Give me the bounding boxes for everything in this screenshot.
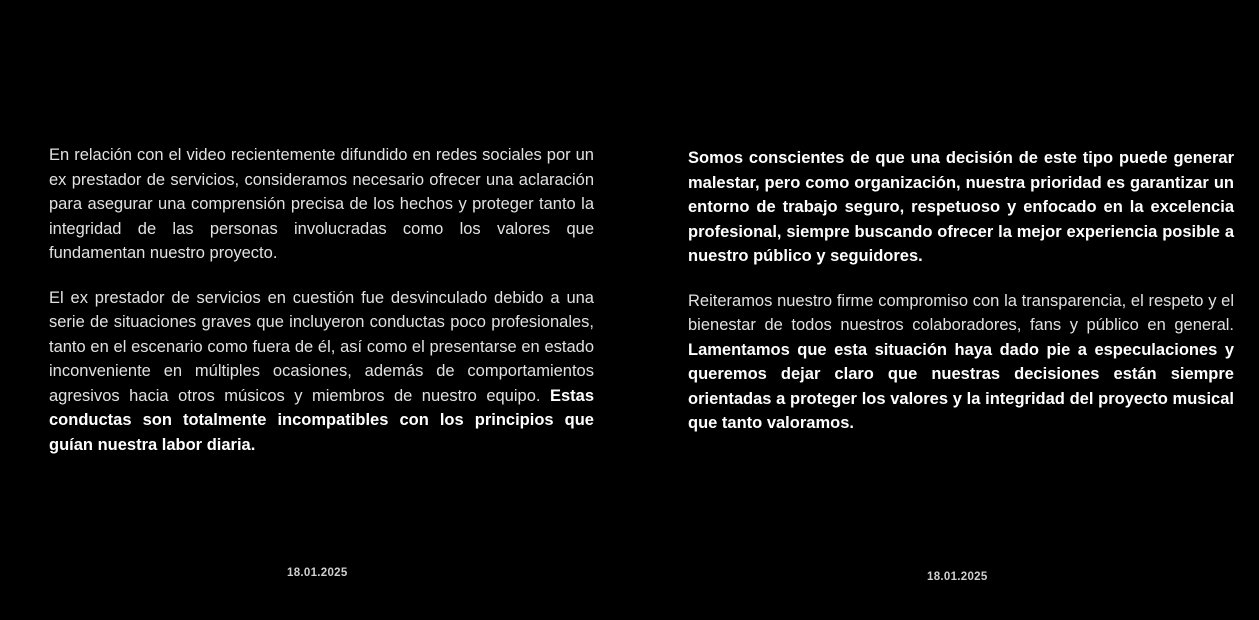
date-right: 18.01.2025 xyxy=(927,571,988,583)
paragraph-commitment xyxy=(688,289,1234,436)
paragraph-dismissal xyxy=(49,286,594,458)
paragraph-commitment-emphasis: Lamentamos que esta situación haya dado pie a especulaciones y queremos dejar claro que nuestras decisiones están siempre orientadas a proteger los valores y la integridad del proyecto musical que tanto valoramos. xyxy=(688,340,1234,432)
paragraph-dismissal-emphasis: Estas conductas son totalmente incompatibles con los principios que guían nuestra labor diaria. xyxy=(49,386,594,454)
statement-page-right xyxy=(640,0,1259,620)
paragraph-dismissal-text: El ex prestador de servicios en cuestión fue desvinculado debido a una serie de situaciones graves que incluyeron conductas poco profesionales, tanto en el escenario como fuera de él, así como el presentarse en estado inconveniente en múltiples ocasiones, además de comportamientos agresivos hacia otros músicos y miembros de nuestro equipo. xyxy=(49,288,594,405)
paragraph-priority-text: Somos conscientes de que una decisión de este tipo puede generar malestar, pero como organización, nuestra prioridad es garantizar un entorno de trabajo seguro, respetuoso y enfocado en la excelencia profesional, siempre buscando ofrecer la mejor experiencia posible a nuestro público y seguidores. xyxy=(688,149,1234,265)
statement-text-right xyxy=(688,146,1234,456)
paragraph-commitment-text: Reiteramos nuestro firme compromiso con la transparencia, el respeto y el bienestar de todos nuestros colaboradores, fans y público en general. xyxy=(688,291,1234,334)
date-left: 18.01.2025 xyxy=(287,567,348,579)
paragraph-intro xyxy=(49,143,594,266)
paragraph-priority xyxy=(688,146,1234,269)
statement-text-left xyxy=(49,143,594,477)
paragraph-intro-text: En relación con el video recientemente difundido en redes sociales por un ex prestador de servicios, consideramos necesario ofrecer una aclaración para asegurar una comprensión precisa de los hechos y proteger tanto la integridad de las personas involucradas como los valores que fundamentan nuestro proyecto. xyxy=(49,146,594,262)
